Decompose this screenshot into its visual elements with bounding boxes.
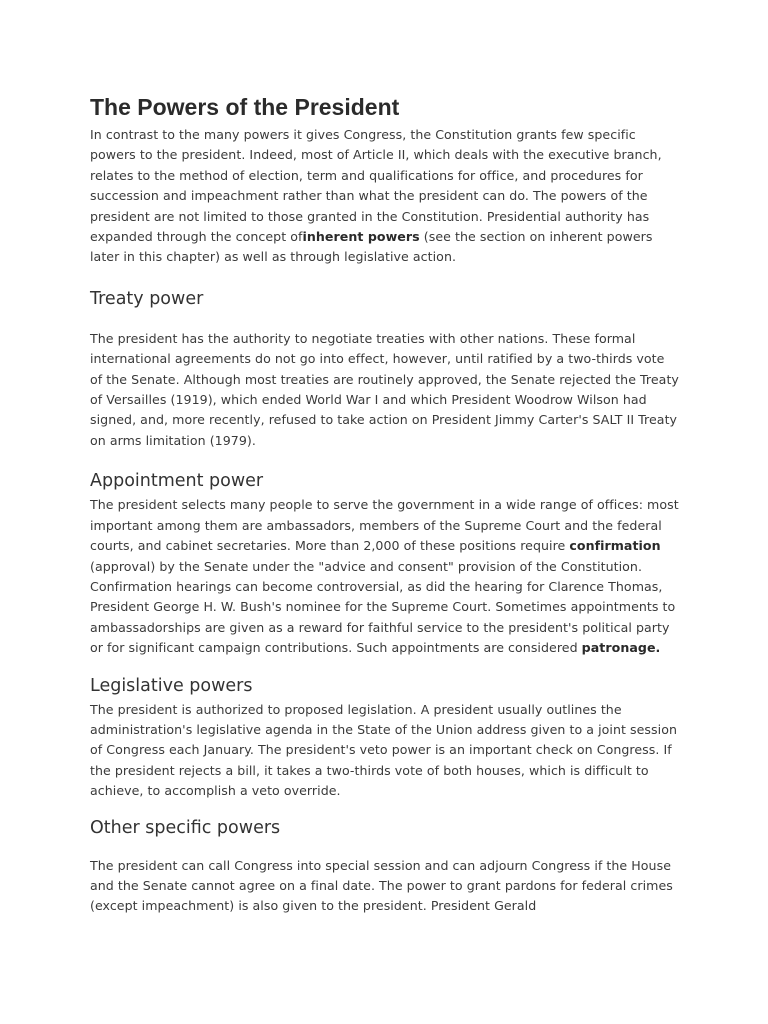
other-powers-heading: Other specific powers (90, 817, 281, 838)
appointment-power-heading: Appointment power (90, 471, 264, 492)
appointment-power-paragraph (90, 495, 680, 658)
treaty-power-heading: Treaty power (90, 288, 204, 309)
patronage-term: patronage. (581, 640, 661, 656)
intro-text-end: (see the section on inherent powers later in this chapter) as well as through legislative action. (90, 229, 653, 265)
page-title: The Powers of the President (90, 94, 400, 120)
treaty-power-paragraph: The president has the authority to negotiate treaties with other nations. These formal international agreements do not go into effect, however, until ratified by a two-thirds vote of the Senate. Although most treaties are routinely approved, the Senate rejected the Treaty of Versailles (1919), which ended World War I and which President Woodrow Wilson had signed, and, more recently, refused to take action on President Jimmy Carter's SALT II Treaty on arms limitation (1979). (90, 330, 679, 448)
appointment-text-start: The president selects many people to serve the government in a wide range of offices: most important among them are ambassadors, members of the Supreme Court and the federal courts, and cabinet secretaries. More than 2,000 of these positions require (90, 497, 679, 554)
confirmation-term: confirmation (569, 538, 661, 554)
legislative-powers-heading: Legislative powers (90, 675, 253, 696)
appointment-text-middle: (approval) by the Senate under the "advice and consent" provision of the Constitution. Confirmation hearings can become controversial, as did the hearing for Clarence Thomas, President George H. W. Bush's nominee for the Supreme Court. Sometimes appointments to ambassadorships are given as a reward for faithful service to the president's political party or for significant campaign contributions. Such appointments are considered (90, 558, 676, 656)
inherent-powers-term: inherent powers (302, 229, 420, 245)
intro-text-start: In contrast to the many powers it gives Congress, the Constitution grants few specific powers to the president. Indeed, most of Article II, which deals with the executive branch, relates to the method of election, term and qualifications for office, and procedures for succession and impeachment rather than what the president can do. The powers of the president are not limited to those granted in the Constitution. Presidential authority has expanded through the concept of (90, 127, 662, 245)
other-powers-paragraph: The president can call Congress into special session and can adjourn Congress if the House and the Senate cannot agree on a final date. The power to grant pardons for federal crimes (except impeachment) is also given to the president. President Gerald (90, 857, 673, 914)
document-page (90, 92, 680, 917)
intro-paragraph (90, 125, 680, 268)
legislative-powers-paragraph: The president is authorized to proposed legislation. A president usually outlines the administration's legislative agenda in the State of the Union address given to a joint session of Congress each January. The president's veto power is an important check on Congress. If the president rejects a bill, it takes a two-thirds vote of both houses, which is difficult to achieve, to accomplish a veto override. (90, 701, 677, 799)
